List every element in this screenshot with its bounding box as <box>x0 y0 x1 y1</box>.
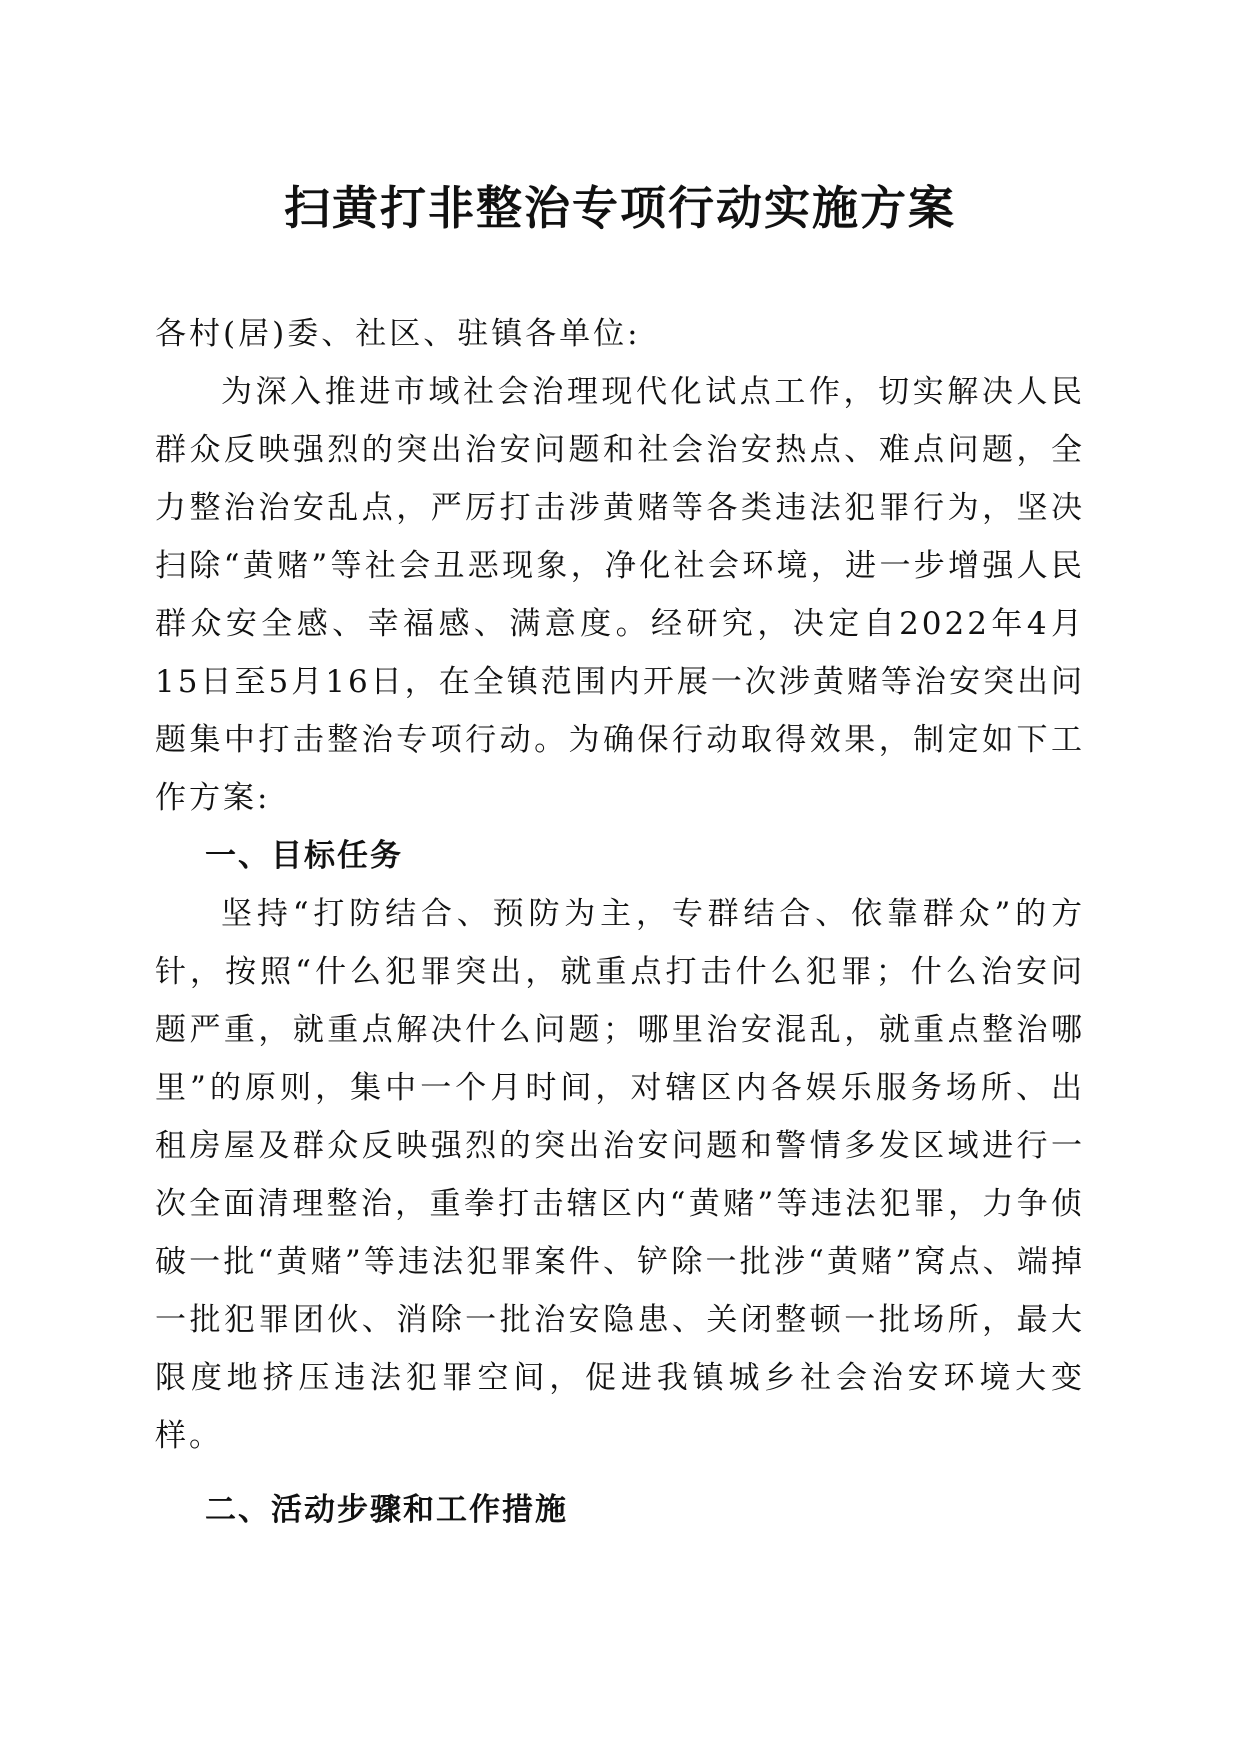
goals-paragraph: 坚持“打防结合、预防为主，专群结合、依靠群众”的方针，按照“什么犯罪突出，就重点打击什么犯罪；什么治安问题严重，就重点解决什么问题；哪里治安混乱，就重点整治哪里”的原则，集中一个月时间，对辖区内各娱乐服务场所、出租房屋及群众反映强烈的突出治安问题和警情多发区域进行一次全面清理整治，重拳打击辖区内“黄赌”等违法犯罪，力争侦破一批“黄赌”等违法犯罪案件、铲除一批涉“黄赌”窝点、端掉一批犯罪团伙、消除一批治安隐患、关闭整顿一批场所，最大限度地挤压违法犯罪空间，促进我镇城乡社会治安环境大变样。 <box>155 896 1085 1454</box>
section-heading-steps: 二、活动步骤和工作措施 <box>205 1492 568 1528</box>
document-body <box>155 305 1085 1539</box>
salutation: 各村(居)委、社区、驻镇各单位: <box>155 316 641 352</box>
intro-paragraph: 为深入推进市域社会治理现代化试点工作，切实解决人民群众反映强烈的突出治安问题和社会治安热点、难点问题，全力整治治安乱点，严厉打击涉黄赌等各类违法犯罪行为，坚决扫除“黄赌”等社会丑恶现象，净化社会环境，进一步增强人民群众安全感、幸福感、满意度。经研究，决定自2022年4月15日至5月16日，在全镇范围内开展一次涉黄赌等治安突出问题集中打击整治专项行动。为确保行动取得效果，制定如下工作方案: <box>155 374 1085 816</box>
section-heading-goals: 一、目标任务 <box>205 838 403 874</box>
document-title: 扫黄打非整治专项行动实施方案 <box>284 181 956 235</box>
